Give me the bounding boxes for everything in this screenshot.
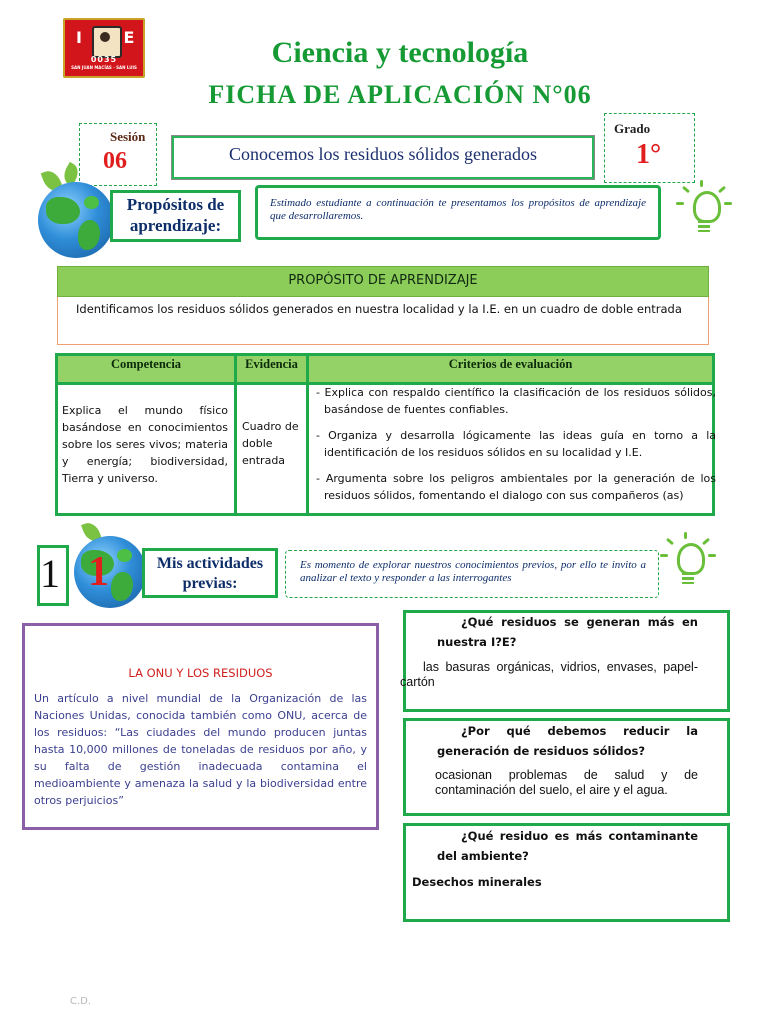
competencia-cell: Explica el mundo físico basándose en conocimientos sobre los seres vivos; materia y energía; biodiversidad, Tierra y universo. bbox=[62, 404, 228, 485]
session-label: Sesión bbox=[110, 129, 146, 144]
activities-intro: Es momento de explorar nuestros conocimientos previos, por ello te invito a analizar el texto y responder a las interrogantes bbox=[300, 559, 646, 584]
grade-label: Grado bbox=[614, 121, 651, 136]
table-header-evidencia: Evidencia bbox=[237, 356, 306, 382]
activity-number: 1 bbox=[40, 551, 60, 596]
learning-purpose-header-text: PROPÓSITO DE APRENDIZAJE bbox=[288, 273, 478, 288]
answer-text: Desechos minerales bbox=[412, 875, 542, 889]
answer-text: las basuras orgánicas, vidrios, envases, papel-cartón bbox=[400, 660, 698, 689]
school-logo bbox=[63, 18, 145, 78]
table-divider bbox=[234, 353, 237, 516]
globe-icon bbox=[38, 182, 114, 258]
question-text: ¿Por qué debemos reducir la generación de residuos sólidos? bbox=[437, 724, 698, 758]
table-header-criterios: Criterios de evaluación bbox=[309, 356, 712, 382]
learning-purpose-text: Identificamos los residuos sólidos generados en nuestra localidad y la I.E. en un cuadro de doble entrada bbox=[76, 302, 682, 316]
globe-icon bbox=[74, 536, 146, 608]
question-text: ¿Qué residuos se generan más en nuestra I?E? bbox=[437, 615, 698, 649]
purposes-heading: Propósitos de aprendizaje: bbox=[126, 195, 225, 235]
logo-text: SAN JUAN MACÍAS · SAN LUIS bbox=[71, 65, 137, 70]
article-body: Un artículo a nivel mundial de la Organización de las Naciones Unidas, conocida también como ONU, acerca de los residuos: “Las ciudades del mundo producen juntas hasta 10,000 millones de toneladas de residuos por año, y su falta de gestión inadecuada contamina el medioambiente y amenaza la salud y la biodiversidad entre otros perjuicios” bbox=[34, 692, 367, 807]
logo-left-mark: I bbox=[76, 28, 82, 47]
evidencia-cell: Cuadro de doble entrada bbox=[242, 420, 299, 467]
grade-value: 1° bbox=[636, 139, 662, 170]
activities-heading: Mis actividades previas: bbox=[156, 555, 264, 592]
criterio-item: - Explica con respaldo científico la clasificación de los residuos sólidos, basándose de fuentes confiables. bbox=[316, 386, 716, 416]
table-header-competencia: Competencia bbox=[58, 356, 234, 382]
page-subtitle: FICHA DE APLICACIÓN N°06 bbox=[208, 80, 592, 109]
article-title: LA ONU Y LOS RESIDUOS bbox=[128, 666, 273, 680]
logo-right-mark: E bbox=[123, 28, 135, 47]
table-divider bbox=[306, 353, 309, 516]
session-number: 06 bbox=[103, 148, 127, 174]
footer-code: C.D. bbox=[70, 996, 92, 1007]
logo-number: 0035 bbox=[90, 55, 118, 64]
lightbulb-icon bbox=[660, 532, 716, 588]
answer-text: ocasionan problemas de salud y de contaminación del suelo, el aire y el agua. bbox=[435, 768, 698, 797]
topic-title: Conocemos los residuos sólidos generados bbox=[229, 144, 537, 164]
page-title: Ciencia y tecnología bbox=[271, 36, 529, 69]
lightbulb-icon bbox=[676, 180, 732, 236]
activity-number-red: 1 bbox=[88, 549, 109, 595]
purposes-intro: Estimado estudiante a continuación te presentamos los propósitos de aprendizaje que desarrollaremos. bbox=[270, 197, 646, 222]
criterio-item: - Organiza y desarrolla lógicamente las ideas guía en torno a la identificación de los residuos sólidos en su localidad y I.E. bbox=[316, 429, 717, 459]
criterio-item: - Argumenta sobre los peligros ambientales por la generación de los residuos sólidos, fomentando el dialogo con sus compañeros (as) bbox=[316, 472, 716, 502]
question-text: ¿Qué residuo es más contaminante del ambiente? bbox=[437, 829, 698, 863]
logo-portrait bbox=[92, 26, 122, 58]
